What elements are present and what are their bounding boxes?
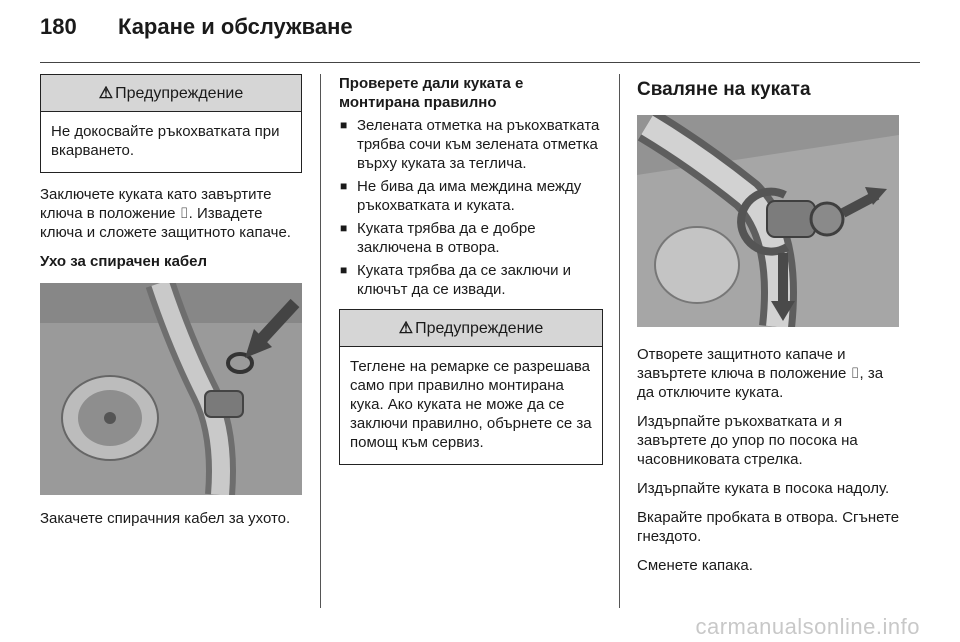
subheading: Проверете дали куката е монтирана правилно [339,75,524,111]
warning-header [340,310,602,347]
column-divider [619,74,620,608]
warning-icon: ⚠ [398,320,414,337]
column-1 [40,74,302,538]
warning-box [339,309,603,465]
warning-text: Теглене на ремарке се разрешава само при правилно монтирана кука. Ако куката не може да се заключи правилно, обърнете се за помощ към сервиз. [350,358,592,451]
list-item: ■ Куката трябва да се заключи и ключът да се извади. [339,261,603,299]
warning-title: Предупреждение [415,320,544,337]
hook-removal-photo [637,115,899,327]
page-number: 180 [40,14,77,39]
column-2 [339,74,603,477]
paragraph: Издърпайте ръкохватката и я завъртете до упор по посока на часовниковата стрелка. [637,413,858,468]
paragraph: Вкарайте пробката в отвора. Сгънете гнездото. [637,509,900,545]
paragraph: Издърпайте куката в посока надолу. [637,480,890,497]
page-title: Каране и обслужване [118,14,353,39]
brake-cable-eye-photo [40,283,302,495]
check-list [339,116,603,299]
header-rule [40,62,920,63]
column-divider [320,74,321,608]
brake-cable-eye-illustration [40,283,302,495]
paragraph: Сменете капака. [637,557,753,574]
section-heading: Сваляне на куката [637,79,811,100]
column-3 [637,74,901,585]
list-item: ■ Зелената отметка на ръкохватката трябва сочи към зелената отметка върху куката за теглича. [339,116,603,173]
warning-text: Не докосвайте ръкохватката при вкарването. [51,123,280,159]
watermark: carmanualsonline.info [695,614,920,639]
subheading: Ухо за спирачен кабел [40,253,208,270]
warning-header [41,75,301,112]
page-header [40,14,353,40]
warning-title: Предупреждение [115,85,244,102]
paragraph: Отворете защитното капаче и завъртете ключа в положение ⌷, за да отключите куката. [637,346,884,401]
warning-box [40,74,302,173]
list-item: ■ Не бива да има междина между ръкохватката и куката. [339,177,603,215]
warning-icon: ⚠ [98,85,114,102]
list-item: ■ Куката трябва да е добре заключена в отвора. [339,219,603,257]
photo-caption: Закачете спирачния кабел за ухото. [40,510,291,527]
hook-removal-illustration [637,115,899,327]
paragraph: Заключете куката като завъртите ключа в положение ⌷. Извадете ключа и сложете защитното капаче. [40,186,291,241]
